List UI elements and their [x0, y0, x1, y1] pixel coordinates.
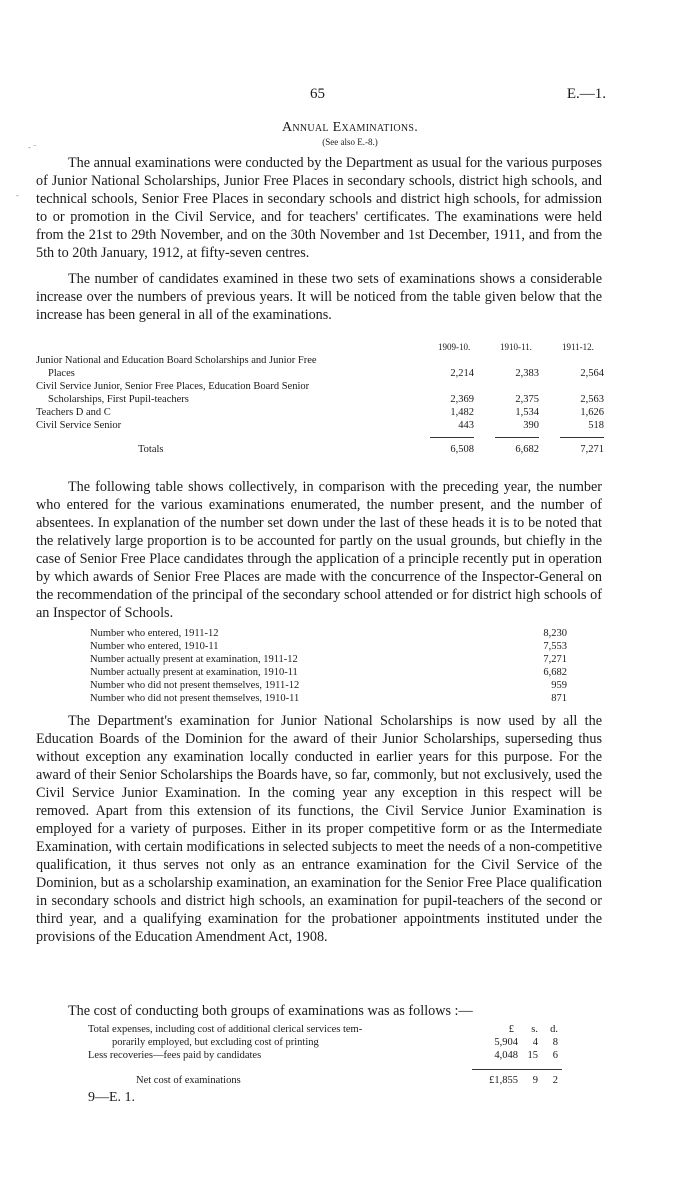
attendance-value: 7,553 [543, 641, 567, 652]
row-label-junior-national: Junior National and Education Board Scholarships and Junior Free [36, 355, 317, 366]
total-expenses-shillings: 4 [532, 1037, 538, 1048]
footer-signature: 9—E. 1. [88, 1090, 136, 1105]
document-reference: E.—1. [566, 86, 606, 102]
year-1909-10: 1909-10. [438, 342, 471, 352]
attendance-label: Number who entered, 1911-12 [90, 628, 219, 639]
rule-totals-1910 [495, 437, 539, 438]
attendance-label: Number actually present at examination, 1911-12 [90, 654, 298, 665]
total-expenses-pounds: 5,904 [494, 1037, 518, 1048]
value-teachers-1909: 1,482 [450, 407, 474, 418]
rule-totals-1909 [430, 437, 474, 438]
row-label-places: Places [48, 368, 75, 379]
recoveries-pence: 6 [552, 1050, 558, 1061]
recoveries-shillings: 15 [527, 1050, 538, 1061]
totals-label: Totals [138, 444, 164, 455]
paragraph-annual-examinations: The annual examinations were conducted by the Department as usual for the various purposes of Junior National Scholarships, Junior Free Places in secondary schools, district high schools, and technical schools, Senior Free Places in secondary schools and district high schools, for admission to or promotion in the Civil Service, and for teachers' certificates. The examinations were held from the 21st to 29th November, and on the 30th November and 1st December, 1911, and from the 5th to 20th January, 1912, at fifty-seven centres. [36, 155, 602, 261]
attendance-value: 6,682 [543, 667, 567, 678]
value-civil-junior-1911: 2,563 [580, 394, 604, 405]
paragraph-entry-comparison: The following table shows collectively, in comparison with the preceding year, the number who entered for the various examinations enumerated, the number present, and the number of absentees. In explanation of the number set down under the last of these heads it is to be noted that the relatively large proportion is to be accounted for partly on the usual grounds, but chiefly in the case of Senior Free Place candidates through the application of a principle recently put in operation by which awards of Senior Free Places are made with the concurrence of the Inspector-General on the recommendation of the principal of the secondary school attended or for district high schools of an Inspector of Schools. [36, 479, 602, 621]
value-teachers-1910: 1,534 [515, 407, 539, 418]
attendance-label: Number who did not present themselves, 1911-12 [90, 680, 300, 691]
row-label-teachers: Teachers D and C [36, 407, 111, 418]
printing-exclusion-label: porarily employed, but excluding cost of printing [112, 1037, 319, 1048]
scan-mark: - [16, 191, 19, 200]
rule-totals-1911 [560, 437, 604, 438]
value-civil-senior-1909: 443 [458, 420, 474, 431]
net-cost-label: Net cost of examinations [136, 1075, 241, 1086]
value-junior-1910: 2,383 [515, 368, 539, 379]
section-heading: Annual Examinations. [281, 120, 419, 135]
row-label-civil-service-junior: Civil Service Junior, Senior Free Places, Education Board Senior [36, 381, 310, 392]
attendance-value: 8,230 [543, 628, 567, 639]
value-civil-senior-1910: 390 [523, 420, 539, 431]
value-civil-junior-1909: 2,369 [450, 394, 474, 405]
value-civil-junior-1910: 2,375 [515, 394, 539, 405]
total-1909: 6,508 [450, 444, 474, 455]
recoveries-label: Less recoveries—fees paid by candidates [88, 1050, 262, 1061]
total-expenses-pence: 8 [552, 1037, 558, 1048]
recoveries-pounds: 4,048 [494, 1050, 518, 1061]
row-label-first-pupil-teachers: Scholarships, First Pupil-teachers [48, 394, 189, 405]
attendance-value: 959 [551, 680, 567, 691]
paragraph-cost-introduction: The cost of conducting both groups of examinations was as follows :— [68, 1003, 473, 1019]
value-junior-1909: 2,214 [450, 368, 474, 379]
attendance-label: Number who entered, 1910-11 [90, 641, 219, 652]
paragraph-candidate-increase: The number of candidates examined in these two sets of examinations shows a considerable increase over the numbers of previous years. It will be noticed from the table given below that the increase has been general in all of the examinations. [36, 271, 602, 323]
pounds-header: £ [508, 1024, 514, 1035]
net-cost-shillings: 9 [532, 1075, 538, 1086]
attendance-value: 7,271 [543, 654, 567, 665]
scan-mark: - ⁻ [28, 143, 37, 152]
value-civil-senior-1911: 518 [588, 420, 604, 431]
total-1911: 7,271 [580, 444, 604, 455]
page-number: 65 [310, 86, 325, 102]
attendance-label: Number actually present at examination, 1910-11 [90, 667, 298, 678]
attendance-value: 871 [551, 693, 567, 704]
total-expenses-label: Total expenses, including cost of additional clerical services tem- [88, 1024, 363, 1035]
net-cost-pence: 2 [552, 1075, 558, 1086]
row-label-civil-service-senior: Civil Service Senior [36, 420, 122, 431]
net-cost-pounds: £1,855 [489, 1075, 518, 1086]
year-1910-11: 1910-11. [500, 342, 532, 352]
value-teachers-1911: 1,626 [580, 407, 604, 418]
year-1911-12: 1911-12. [562, 342, 594, 352]
section-subheading: (See also E.-8.) [322, 137, 378, 147]
value-junior-1911: 2,564 [580, 368, 604, 379]
paragraph-junior-national-examination: The Department's examination for Junior National Scholarships is now used by all the Education Boards of the Dominion for the award of their Junior Scholarships, superseding thus without exception any examination locally conducted in earlier years for this purpose. For the award of their Senior Scholarships the Boards have, so far, commonly, but not exclusively, used the Civil Service Junior Examination. In the coming year any exception in this respect will be removed. Apart from this extension of its functions, the Civil Service Junior Examination is employed for a variety of purposes. Either in its proper competitive form or as the Intermediate Examination, with certain modifications in selected subjects to meet the needs of a non-competitive qualification, it thus serves not only as an entrance examination for the Civil Service of the Dominion, but as a scholarship examination, an examination for the Senior Free Place qualification in secondary schools and district high schools, an examination for pupil-teachers of the second or third year, and a qualifying examination for the probationer appointments instituted under the provisions of the Education Amendment Act, 1908. [36, 713, 602, 945]
pence-header: d. [550, 1024, 558, 1035]
attendance-label: Number who did not present themselves, 1910-11 [90, 693, 300, 704]
shillings-header: s. [531, 1024, 538, 1035]
cost-rule [472, 1069, 562, 1070]
total-1910: 6,682 [515, 444, 539, 455]
